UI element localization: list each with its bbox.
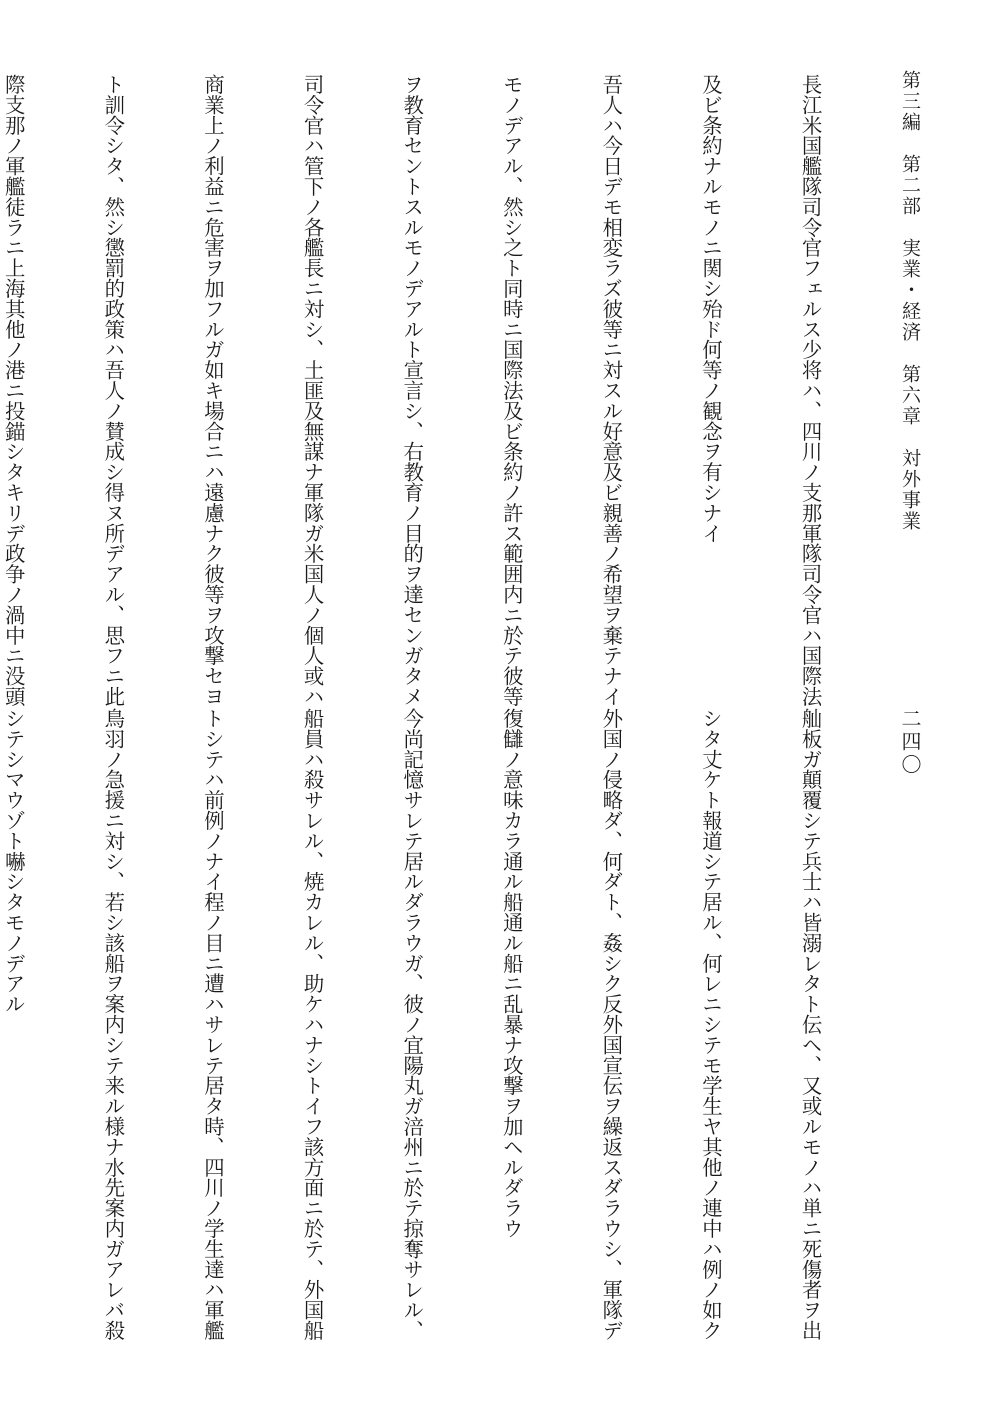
text-column: 今尚記憶サレテ居ルダラウガ、彼ノ宜陽丸ガ涪州ニ於テ掠奪サレル、	[400, 708, 425, 1341]
text-column: 船員ハ殺サレル、焼カレル、助ケハナシトイフ該方面ニ於テ、外国船	[300, 708, 325, 1341]
text-column: 鳥羽ノ急援ニ対シ、若シ該船ヲ案内シテ来ル様ナ水先案内ガアレバ殺	[101, 708, 126, 1341]
text-column: トシテハ前例ノナイ程ノ目ニ遭ハサレテ居タ時、四川ノ学生達ハ軍艦	[200, 708, 225, 1341]
lower-text-block	[1, 708, 893, 1341]
running-header: 第三編 第二部 実業・経済 第六章 対外事業	[899, 70, 921, 532]
text-column: ヲ教育セントスルモノデアルト宣言シ、右教育ノ目的ヲ達センガタメ	[400, 74, 425, 707]
text-column: 外国ノ侵略ダ、何ダト、姦シク反外国宣伝ヲ繰返スダラウシ、軍隊デ	[599, 708, 624, 1341]
text-column: 及ビ条約ナルモノニ関シ殆ド何等ノ観念ヲ有シナイ	[698, 74, 723, 544]
upper-text-block	[1, 74, 893, 707]
text-column: 際支那ノ軍艦徒ラニ上海其他ノ港ニ投錨シタキリデ政争ノ渦中ニ没頭	[1, 74, 26, 707]
text-column: 長江米国艦隊司令官フェルス少将ハ、四川ノ支那軍隊司令官ハ国際法	[798, 74, 823, 707]
text-column: シタ丈ケト報道シテ居ル、何レニシテモ学生ヤ其他ノ連中ハ例ノ如ク	[698, 708, 723, 1341]
text-column: 舢板ガ顛覆シテ兵士ハ皆溺レタト伝ヘ、又或ルモノハ単ニ死傷者ヲ出	[798, 708, 823, 1341]
text-column: シテシマウゾト嚇シタモノデアル	[1, 708, 26, 1014]
text-column: 司令官ハ管下ノ各艦長ニ対シ、土匪及無謀ナ軍隊ガ米国人ノ個人或ハ	[300, 74, 325, 707]
text-column: モノデアル、然シ之ト同時ニ国際法及ビ条約ノ許ス範囲内ニ於テ彼等	[499, 74, 524, 707]
text-column: ト訓令シタ、然シ懲罰的政策ハ吾人ノ賛成シ得ヌ所デアル、思フニ此	[101, 74, 126, 707]
page-number: 二四〇	[898, 708, 922, 777]
text-column: 吾人ハ今日デモ相変ラズ彼等ニ対スル好意及ビ親善ノ希望ヲ棄テナイ	[599, 74, 624, 707]
text-column: 復讎ノ意味カラ通ル船通ル船ニ乱暴ナ攻撃ヲ加ヘルダラウ	[499, 708, 524, 1239]
text-column: 商業上ノ利益ニ危害ヲ加フルガ如キ場合ニハ遠慮ナク彼等ヲ攻撃セヨ	[200, 74, 225, 707]
